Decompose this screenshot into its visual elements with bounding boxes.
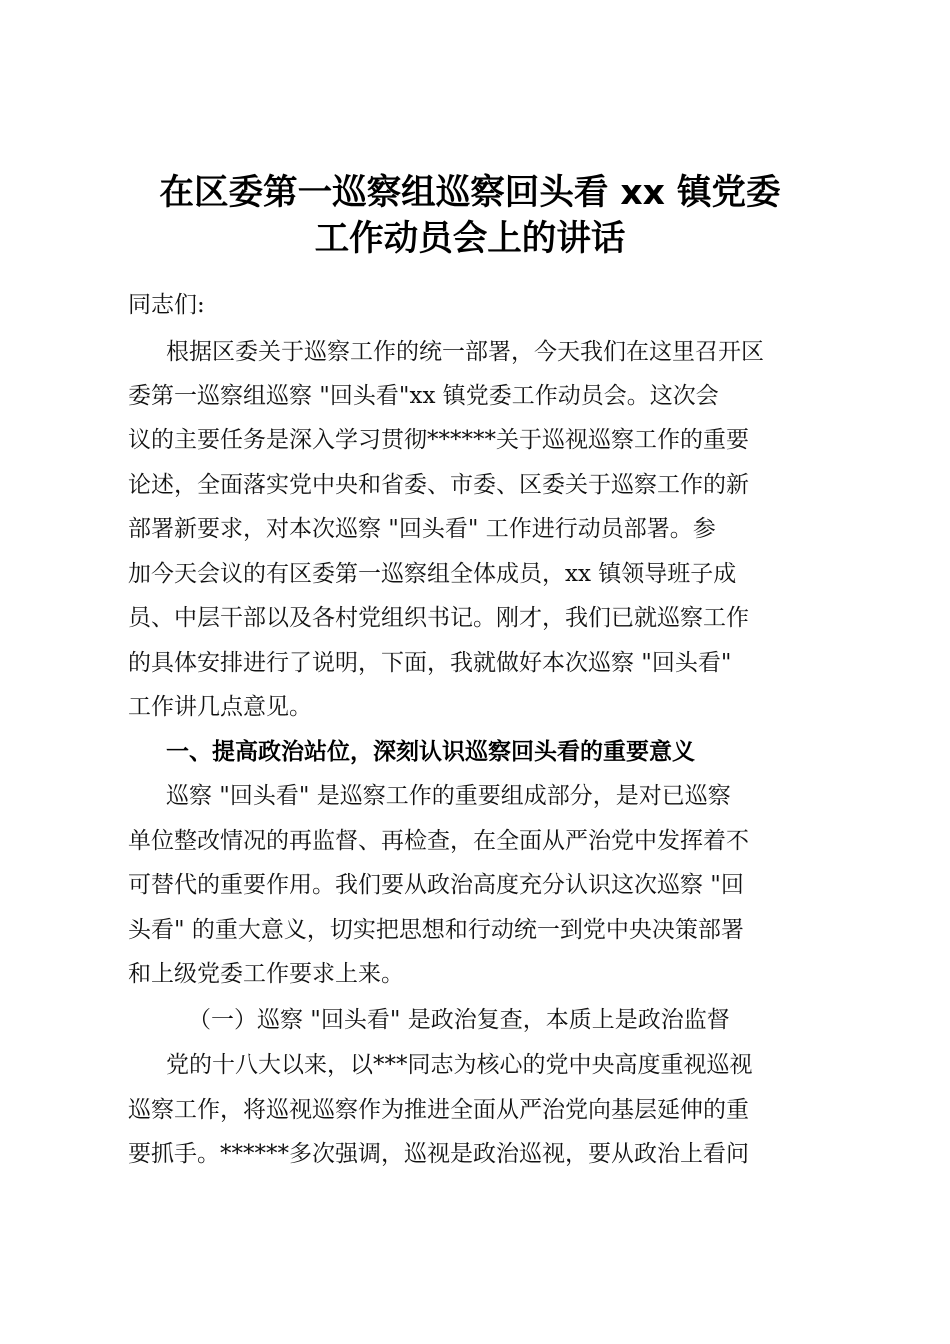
paragraph-1-line: 加今天会议的有区委第一巡察组全体成员，xx 镇领导班子成 bbox=[128, 561, 737, 587]
paragraph-1-line: 的具体安排进行了说明，下面，我就做好本次巡察 "回头看" bbox=[128, 650, 732, 676]
paragraph-1-line: 委第一巡察组巡察 "回头看"xx 镇党委工作动员会。这次会 bbox=[128, 383, 719, 409]
paragraph-1-line: 工作讲几点意见。 bbox=[128, 694, 312, 720]
paragraph-1-line: 部署新要求，对本次巡察 "回头看" 工作进行动员部署。参 bbox=[128, 516, 716, 542]
paragraph-2-line: 单位整改情况的再监督、再检查，在全面从严治党中发挥着不 bbox=[128, 828, 749, 854]
document-title-line-2: 工作动员会上的讲话 bbox=[314, 219, 626, 259]
paragraph-2-line: 可替代的重要作用。我们要从政治高度充分认识这次巡察 "回 bbox=[128, 872, 744, 898]
subsection-1-heading: （一）巡察 "回头看" 是政治复查，本质上是政治监督 bbox=[188, 1007, 730, 1033]
salutation: 同志们: bbox=[128, 292, 205, 318]
document-title-line-1: 在区委第一巡察组巡察回头看 xx 镇党委 bbox=[159, 173, 781, 213]
paragraph-1-line: 论述，全面落实党中央和省委、市委、区委关于巡察工作的新 bbox=[128, 472, 749, 498]
section-1-heading: 一、提高政治站位，深刻认识巡察回头看的重要意义 bbox=[166, 739, 695, 765]
paragraph-3-line: 要抓手。******多次强调，巡视是政治巡视，要从政治上看问 bbox=[128, 1141, 749, 1167]
paragraph-2-line: 巡察 "回头看" 是巡察工作的重要组成部分，是对已巡察 bbox=[166, 783, 731, 809]
paragraph-1-line: 员、中层干部以及各村党组织书记。刚才，我们已就巡察工作 bbox=[128, 605, 749, 631]
paragraph-2-line: 和上级党委工作要求上来。 bbox=[128, 961, 404, 987]
paragraph-3-line: 党的十八大以来，以***同志为核心的党中央高度重视巡视 bbox=[166, 1052, 753, 1078]
paragraph-3-line: 巡察工作，将巡视巡察作为推进全面从严治党向基层延伸的重 bbox=[128, 1097, 749, 1123]
paragraph-1-line: 根据区委关于巡察工作的统一部署，今天我们在这里召开区 bbox=[166, 339, 764, 365]
paragraph-1-line: 议的主要任务是深入学习贯彻******关于巡视巡察工作的重要 bbox=[128, 427, 749, 453]
paragraph-2-line: 头看" 的重大意义，切实把思想和行动统一到党中央决策部署 bbox=[128, 917, 744, 943]
